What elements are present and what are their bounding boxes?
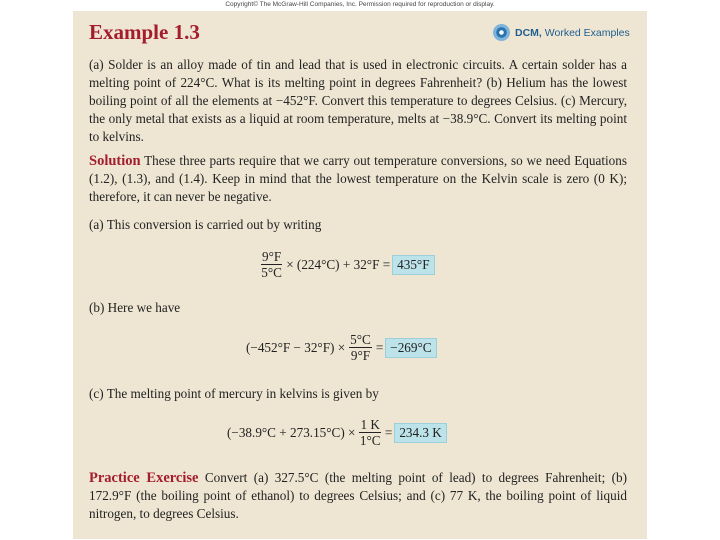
- answer-b: −269°C: [385, 338, 436, 358]
- example-panel: [73, 11, 647, 539]
- solution-label: Solution: [89, 153, 141, 169]
- equation-c: [227, 417, 447, 448]
- fraction-c-numerator: 1 K: [360, 417, 380, 432]
- cd-icon: [493, 24, 510, 41]
- equation-a-expression: × (224°C) + 32°F =: [286, 256, 391, 272]
- fraction-a: [261, 249, 282, 280]
- part-b-intro: (b) Here we have: [89, 300, 181, 315]
- equation-b-equals: =: [375, 339, 384, 355]
- fraction-a-numerator: 9°F: [262, 249, 282, 264]
- practice-exercise: [89, 469, 627, 523]
- solution-text: These three parts require that we carry out temperature conversions, so we need Equations (1.2), (1.3), and (1.4). Keep in mind that the lowest temperature on the Kelvin scale is zero (0 K); therefore, it can never be negative.: [89, 153, 627, 204]
- fraction-a-denominator: 5°C: [261, 265, 282, 280]
- part-c-intro: (c) The melting point of mercury in kelvins is given by: [89, 386, 379, 401]
- badge-text: Worked Examples: [544, 26, 630, 39]
- fraction-c-denominator: 1°C: [359, 433, 381, 448]
- fraction-c: [359, 417, 380, 448]
- equation-c-expression: (−38.9°C + 273.15°C) ×: [227, 424, 356, 440]
- example-title: Example 1.3: [89, 20, 200, 44]
- fraction-b: [349, 332, 372, 363]
- fraction-b-denominator: 9°F: [350, 348, 371, 363]
- equation-b-expression: (−452°F − 32°F) ×: [246, 339, 346, 355]
- equation-b: [246, 332, 437, 363]
- problem-statement: (a) Solder is an alloy made of tin and lead that is used in electronic circuits. A certain solder has a melting point of 224°C. What is its melting point in degrees Fahrenheit? (b) Helium has the lowest boiling point of all the elements at −452°F. Convert this temperature to degrees Celsius. (c) Mercury, the only metal that exists as a liquid at room temperature, melts at −38.9°C. Convert its melting point to kelvins.: [89, 57, 627, 144]
- copyright-notice: Copyright© The McGraw-Hill Companies, Inc. Permission required for reproduction or display.: [225, 1, 495, 8]
- solution-block: [89, 152, 627, 206]
- worked-examples-badge[interactable]: [493, 24, 630, 41]
- answer-c: 234.3 K: [394, 423, 447, 443]
- answer-a: 435°F: [392, 255, 434, 275]
- fraction-b-numerator: 5°C: [350, 332, 371, 347]
- practice-text: Convert (a) 327.5°C (the melting point of lead) to degrees Fahrenheit; (b) 172.9°F (the boiling point of ethanol) to degrees Celsius; and (c) 77 K, the boiling point of liquid nitrogen, to degrees Celsius.: [89, 470, 627, 521]
- equation-c-equals: =: [384, 424, 393, 440]
- badge-brand: DCM,: [515, 26, 542, 39]
- practice-label: Practice Exercise: [89, 470, 199, 486]
- equation-a: [257, 249, 435, 280]
- part-a-intro: (a) This conversion is carried out by writing: [89, 217, 322, 232]
